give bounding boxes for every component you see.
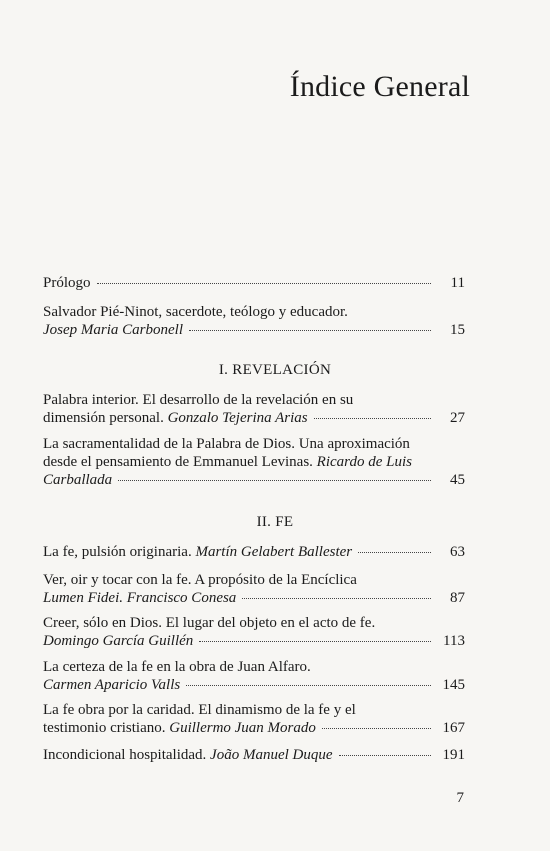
entry-title: Ver, oir y tocar con la fe. A propósito de la Encíclica (43, 572, 357, 588)
toc-line (43, 746, 465, 764)
toc-entry-sacramentalidad[interactable] (43, 435, 465, 489)
dot-leader (189, 330, 431, 331)
entry-title: Salvador Pié-Ninot, sacerdote, teólogo y educador. (43, 304, 348, 320)
entry-author: Guillermo Juan Morado (169, 720, 316, 736)
entry-author: Domingo García Guillén (43, 633, 194, 649)
entry-title: La fe obra por la caridad. El dinamismo de la fe y el (43, 702, 356, 718)
toc-line (43, 676, 465, 694)
page-number: 15 (450, 322, 465, 338)
entry-title: Incondicional hospitalidad. (43, 747, 211, 763)
toc-line (43, 632, 465, 650)
entry-title: La certeza de la fe en la obra de Juan Alfaro. (43, 659, 311, 675)
section-heading-revelacion: I. REVELACIÓN (218, 362, 332, 378)
entry-author-cont: Carballada (43, 472, 113, 488)
page-number: 191 (442, 747, 465, 763)
toc-line (43, 321, 465, 339)
toc-line (43, 719, 465, 737)
dot-leader (186, 685, 431, 686)
page-number: 167 (442, 720, 465, 736)
entry-title-cont: desde el pensamiento de Emmanuel Levinas. Ricardo de Luis (43, 454, 412, 470)
page-number: 145 (442, 677, 465, 693)
entry-author: Ricardo de Luis (316, 454, 412, 470)
toc-line (43, 543, 465, 561)
dot-leader (97, 283, 431, 284)
toc-entry-caridad[interactable] (43, 701, 465, 737)
page-number: 63 (450, 544, 465, 560)
page-number: 87 (450, 590, 465, 606)
toc-line (43, 409, 465, 427)
page-folio: 7 (456, 790, 464, 806)
section-heading-fe: II. FE (256, 514, 294, 530)
toc-entry-pulsion[interactable] (43, 543, 465, 561)
entry-author: João Manuel Duque (210, 747, 333, 763)
dot-leader (339, 755, 431, 756)
entry-title-cont: dimensión personal. (43, 410, 168, 426)
dot-leader (242, 598, 431, 599)
page-number: 27 (450, 410, 465, 426)
dot-leader (322, 728, 431, 729)
toc-entry-palabra-interior[interactable] (43, 391, 465, 427)
toc-entry-creer[interactable] (43, 614, 465, 650)
entry-title: Creer, sólo en Dios. El lugar del objeto en el acto de fe. (43, 615, 376, 631)
toc-line (43, 274, 465, 292)
page-number: 113 (443, 633, 465, 649)
entry-title: La fe, pulsión originaria. (43, 544, 196, 560)
dot-leader (358, 552, 431, 553)
toc-entry-salvador[interactable] (43, 303, 465, 339)
page-number: 11 (450, 275, 465, 291)
entry-title: La sacramentalidad de la Palabra de Dios. Una aproximación (43, 436, 410, 452)
entry-author: Gonzalo Tejerina Arias (167, 410, 308, 426)
dot-leader (118, 480, 431, 481)
toc-entry-ver-oir[interactable] (43, 571, 465, 607)
toc-entry-hospitalidad[interactable] (43, 746, 465, 764)
entry-author: Carmen Aparicio Valls (43, 677, 181, 693)
toc-line (43, 589, 465, 607)
page-number: 45 (450, 472, 465, 488)
toc-entry-certeza[interactable] (43, 658, 465, 694)
dot-leader (199, 641, 431, 642)
entry-author: Lumen Fidei. Francisco Conesa (43, 590, 237, 606)
page-title: Índice General (289, 70, 470, 103)
entry-title: Palabra interior. El desarrollo de la revelación en su (43, 392, 354, 408)
toc-line (43, 471, 465, 489)
entry-author: Martín Gelabert Ballester (195, 544, 353, 560)
entry-title: Prólogo (43, 275, 91, 291)
dot-leader (314, 418, 431, 419)
entry-title-cont: testimonio cristiano. (43, 720, 170, 736)
entry-author: Josep Maria Carbonell (43, 322, 183, 338)
toc-entry-prologo[interactable] (43, 274, 465, 292)
